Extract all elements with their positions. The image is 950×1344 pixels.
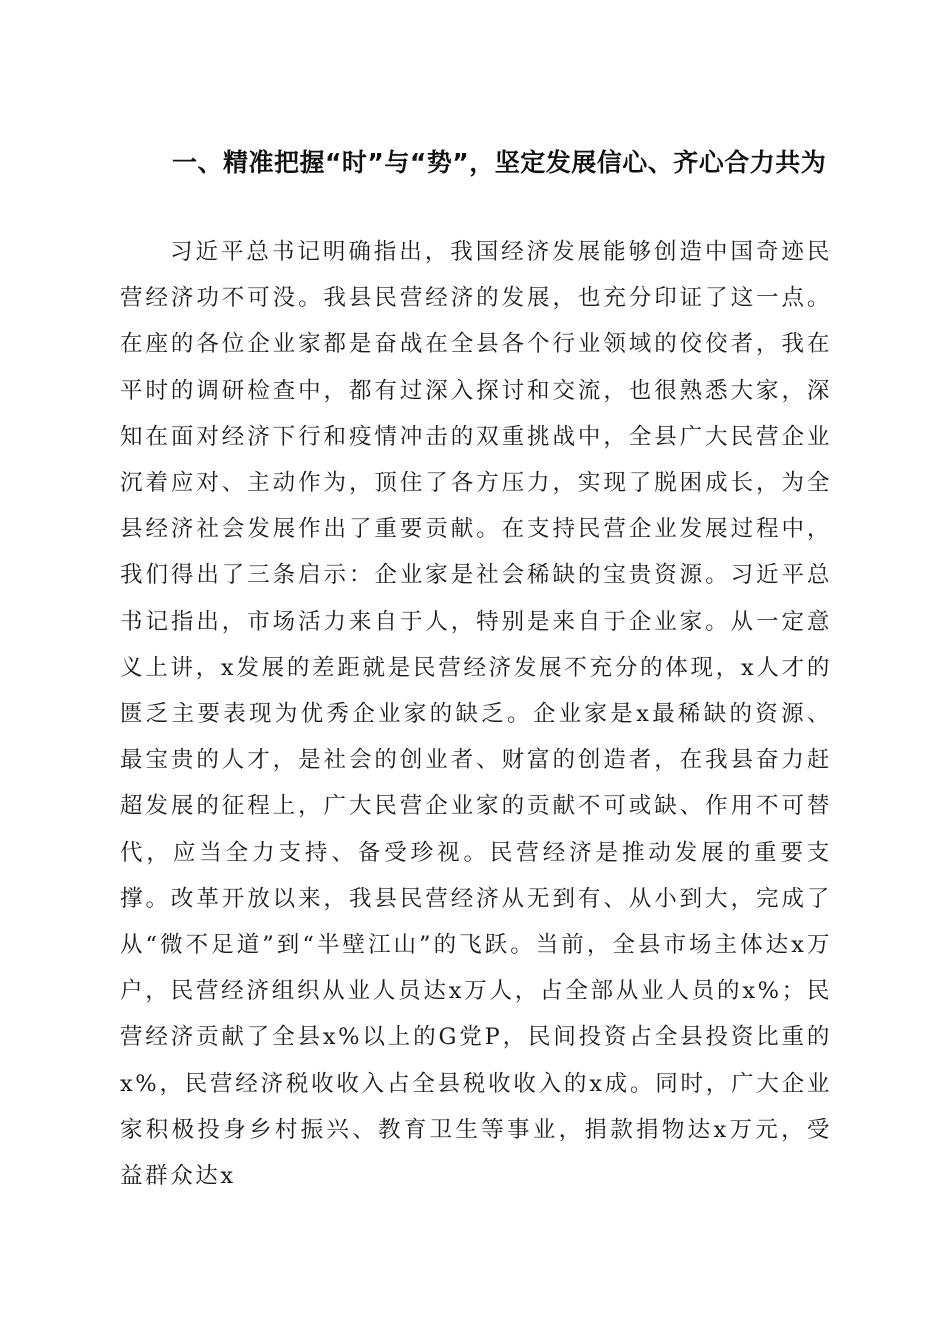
body-paragraph: 习近平总书记明确指出，我国经济发展能够创造中国奇迹民营经济功不可没。我县民营经济的发展，也充分印证了这一点。在座的各位企业家都是奋战在全县各个行业领域的佼佼者，我在平时的调研检查中，都有过深入探讨和交流，也很熟悉大家，深知在面对经济下行和疫情冲击的双重挑战中，全县广大民营企业沉着应对、主动作为，顶住了各方压力，实现了脱困成长，为全县经济社会发展作出了重要贡献。在支持民营企业发展过程中，我们得出了三条启示：企业家是社会稀缺的宝贵资源。习近平总书记指出，市场活力来自于人，特别是来自于企业家。从一定意义上讲，x发展的差距就是民营经济发展不充分的体现，x人才的匮乏主要表现为优秀企业家的缺乏。企业家是x最稀缺的资源、最宝贵的人才，是社会的创业者、财富的创造者，在我县奋力赶超发展的征程上，广大民营企业家的贡献不可或缺、作用不可替代，应当全力支持、备受珍视。民营经济是推动发展的重要支撑。改革开放以来，我县民营经济从无到有、从小到大，完成了从“微不足道”到“半壁江山”的飞跃。当前，全县市场主体达x万户，民营经济组织从业人员达x万人，占全部从业人员的x%；民营经济贡献了全县x%以上的G党P，民间投资占全县投资比重的x%，民营经济税收收入占全县税收收入的x成。同时，广大企业家积极投身乡村振兴、教育卫生等事业，捐款捐物达x万元，受益群众达x [120,239,832,1190]
section-heading: 一、精准把握“时”与“势”，坚定发展信心、齐心合力共为 [172,148,827,177]
